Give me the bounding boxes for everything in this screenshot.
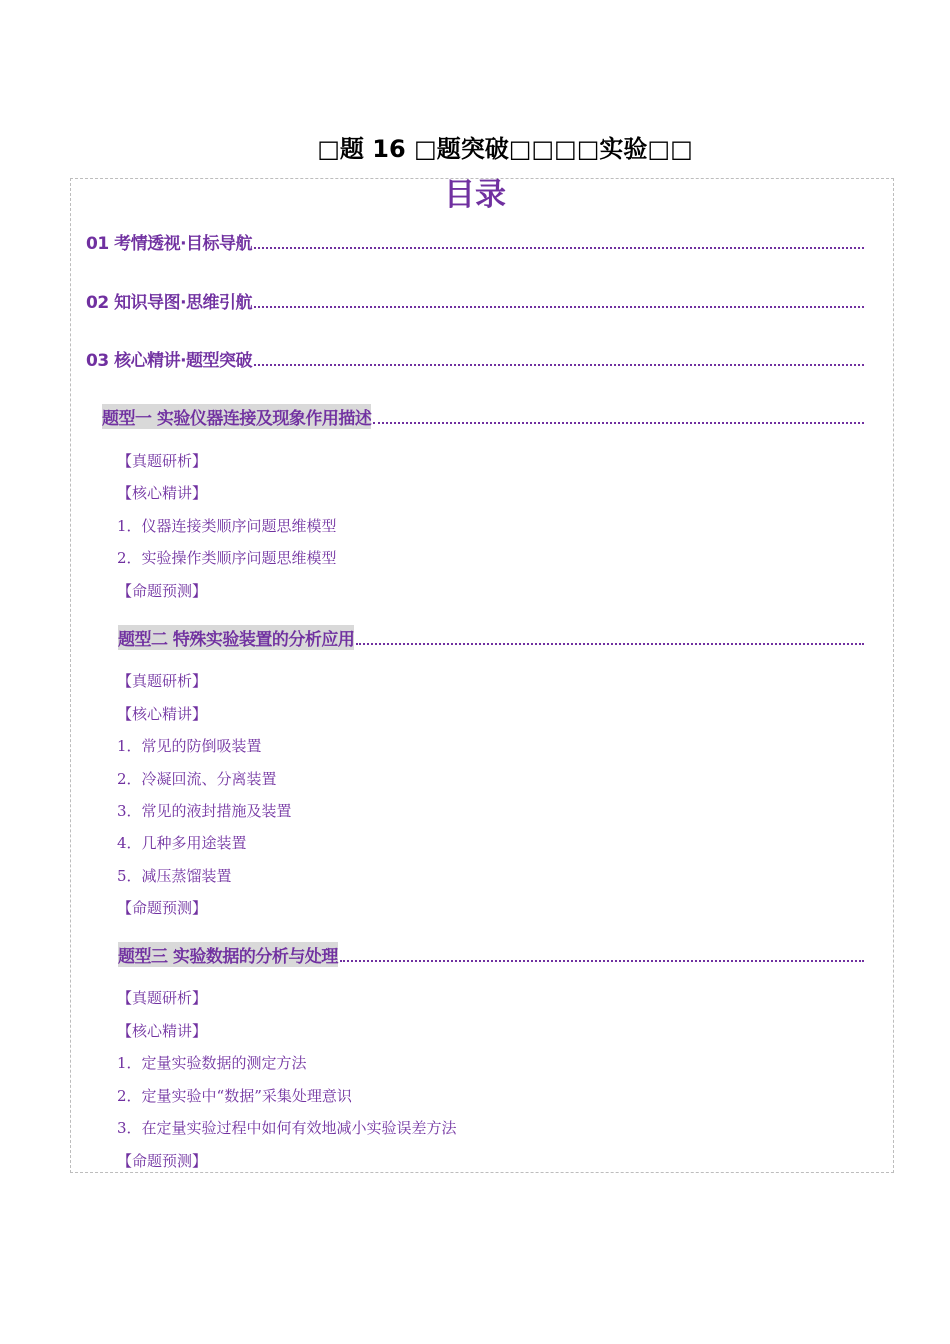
toc-sub-item[interactable]: 2．定量实验中“数据”采集处理意识 [117, 1087, 352, 1105]
toc-sub-item[interactable]: 【命题预测】 [117, 582, 208, 600]
toc-leader-dots [254, 247, 864, 249]
toc-sub-item[interactable]: 3．在定量实验过程中如何有效地减小实验误差方法 [117, 1119, 457, 1137]
toc-leader-dots [254, 364, 864, 366]
toc-entry-label: 03 核心精讲·题型突破 [86, 351, 253, 371]
toc-question-type-3[interactable] [118, 941, 864, 967]
toc-question-type-1[interactable] [102, 403, 864, 429]
toc-sub-item[interactable]: 2．实验操作类顺序问题思维模型 [117, 549, 337, 567]
toc-entry-02[interactable] [86, 287, 864, 313]
toc-sub-item[interactable]: 【真题研析】 [117, 672, 208, 690]
toc-sub-item[interactable]: 【核心精讲】 [117, 1022, 208, 1040]
toc-sub-item[interactable]: 【真题研析】 [117, 989, 208, 1007]
question-type-label: 题型三 实验数据的分析与处理 [118, 942, 338, 967]
toc-leader-dots [373, 422, 864, 424]
toc-sub-item[interactable]: 【真题研析】 [117, 452, 208, 470]
toc-sub-item[interactable]: 1．仪器连接类顺序问题思维模型 [117, 517, 337, 535]
toc-entry-label: 01 考情透视·目标导航 [86, 234, 253, 254]
toc-sub-item[interactable]: 2．冷凝回流、分离装置 [117, 770, 277, 788]
toc-sub-item[interactable]: 【命题预测】 [117, 899, 208, 917]
toc-leader-dots [254, 306, 864, 308]
toc-sub-item[interactable]: 3．常见的液封措施及装置 [117, 802, 292, 820]
question-type-label: 题型一 实验仪器连接及现象作用描述 [102, 404, 371, 429]
toc-sub-item[interactable]: 【核心精讲】 [117, 705, 208, 723]
toc-sub-item[interactable]: 【命题预测】 [117, 1152, 208, 1170]
toc-entry-01[interactable] [86, 228, 864, 254]
toc-leader-dots [340, 960, 864, 962]
toc-sub-item[interactable]: 5．减压蒸馏装置 [117, 867, 232, 885]
toc-entry-03[interactable] [86, 345, 864, 371]
toc-question-type-2[interactable] [118, 624, 864, 650]
toc-entry-label: 02 知识导图·思维引航 [86, 293, 253, 313]
toc-sub-item[interactable]: 【核心精讲】 [117, 484, 208, 502]
toc-sub-item[interactable]: 1．常见的防倒吸装置 [117, 737, 262, 755]
document-title: □题 16 □题突破□□□□实验□□ [317, 135, 693, 163]
question-type-label: 题型二 特殊实验装置的分析应用 [118, 625, 354, 650]
toc-heading: 目录 [444, 177, 506, 213]
toc-sub-item[interactable]: 4．几种多用途装置 [117, 834, 247, 852]
toc-sub-item[interactable]: 1．定量实验数据的测定方法 [117, 1054, 307, 1072]
toc-leader-dots [356, 643, 864, 645]
